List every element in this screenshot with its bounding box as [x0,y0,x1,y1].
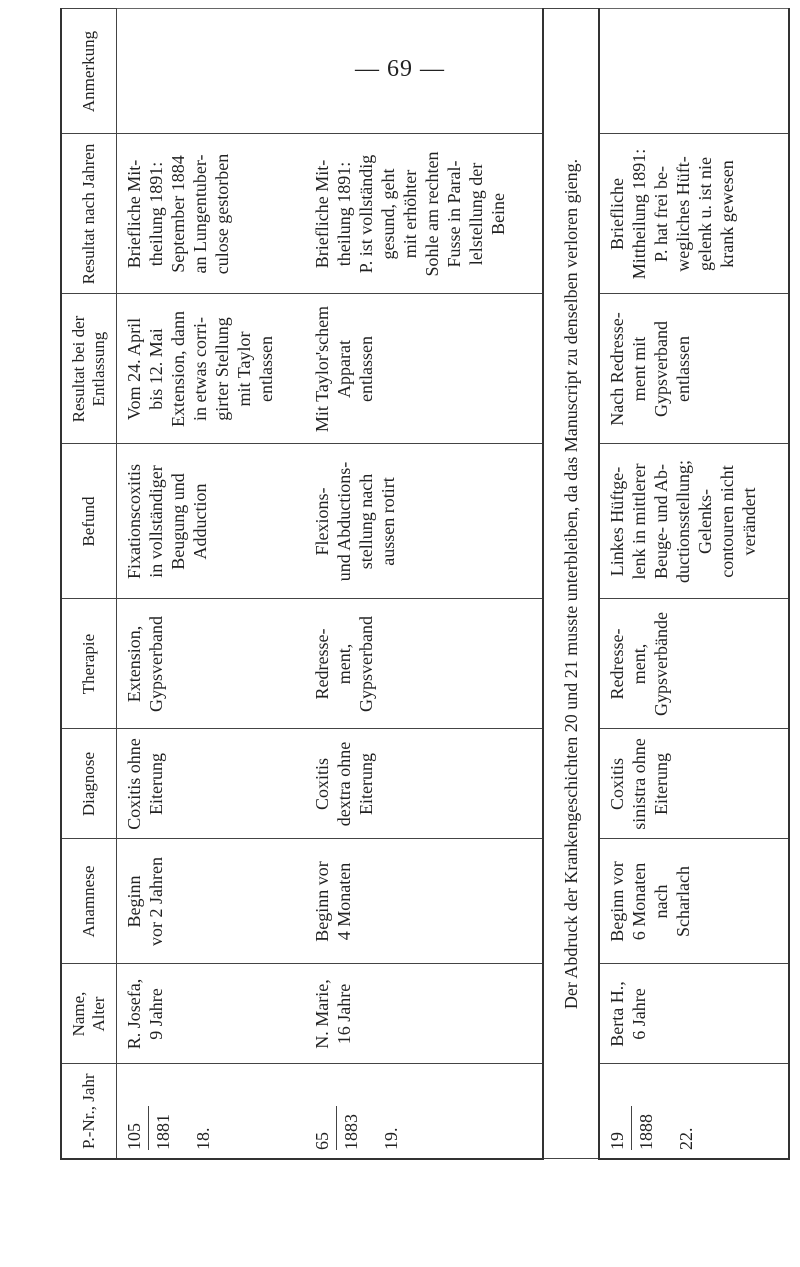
resultat-line: lelstellung der [465,162,486,266]
resultat-line: culose gestorben [212,153,232,275]
table-row [117,9,305,1159]
diagnose-line: Coxitis [311,758,332,811]
entlassung-line: bis 12. Mai [146,328,166,410]
resultat-line: Sohle am rechten [421,151,442,277]
note-row [543,9,599,1159]
name-line: Berta H., [607,981,628,1047]
table-row [305,9,543,1159]
cell-anamnese [305,839,543,964]
anamnese-line: nach [651,884,672,919]
cell-name [599,964,789,1064]
case-number: 18. [193,1127,213,1150]
pnr-year: 1888 [636,1114,657,1150]
entlassung-line: mit Taylor [234,331,254,407]
befund-line: Beuge- und Ab- [651,464,672,579]
entlassung-line: entlassen [256,336,276,402]
divider [336,1106,337,1150]
therapie-line: Redresse- [607,628,628,700]
resultat-line: Fusse in Paral- [443,160,464,268]
entlassung-line: Gypsverband [651,321,672,417]
cell-anmerkung [599,9,789,134]
cell-name [305,964,543,1064]
resultat-line: Beine [487,193,508,235]
header-diagnose: Diagnose [61,729,117,839]
cell-entlassung [305,294,543,444]
entlassung-line: in etwas corri- [190,317,210,421]
therapie-line: Gypsverbände [651,612,672,716]
cell-anmerkung [117,9,305,134]
pnr-year: 1883 [340,1114,361,1150]
diagnose-line: sinistra ohne [629,738,650,830]
cell-resultat [117,134,305,294]
cell-befund [599,444,789,599]
entlassung-line: girter Stellung [212,317,232,421]
entlassung-line: Extension, dann [168,311,188,427]
header-befund: Befund [61,444,117,599]
cell-anmerkung [305,9,543,134]
befund-line: in vollständiger [146,465,166,578]
header-anmerkung: Anmerkung [61,9,117,134]
page-number: — 69 — [355,56,445,82]
table-row [599,9,789,1159]
lost-manuscript-note: Der Abdruck der Krankengeschichten 20 und 21 musste unterbleiben, da das Manuscript zu denselben verloren gieng. [543,9,599,1159]
therapie-line: Gypsverband [146,616,166,712]
resultat-line: wegliches Hüft- [673,156,694,272]
anamnese-line: Beginn [124,875,144,928]
anamnese-line: 6 Monaten [629,862,650,941]
diagnose-line: Eiterung [146,753,166,815]
name-line: R. Josefa, [124,978,144,1050]
anamnese-line: Scharlach [673,866,694,937]
diagnose-line: dextra ohne [333,741,354,827]
diagnose-line: Eiterung [355,753,376,815]
cell-anamnese [117,839,305,964]
age-line: 16 Jahre [333,983,354,1045]
pnr-year: 1881 [153,1114,173,1150]
diagnose-line: Eiterung [651,753,672,815]
resultat-line: gelenk u. ist nie [695,157,716,271]
befund-line: stellung nach [355,473,376,570]
befund-line: aussen rotirt [377,477,398,566]
name-line: N. Marie, [311,979,332,1049]
entlassung-line: entlassen [355,336,376,402]
anamnese-line: Beginn vor [607,861,628,942]
header-row [61,9,117,1159]
entlassung-line: Vom 24. April [124,317,144,421]
befund-line: lenk in mittlerer [629,463,650,580]
befund-line: Fixationscoxitis [124,464,144,580]
therapie-line: Gypsverband [355,616,376,712]
befund-line: ductionsstellung; [673,460,694,583]
cell-anamnese [599,839,789,964]
resultat-line: theilung 1891: [333,161,354,267]
befund-line: Linkes Hüftge- [607,466,628,577]
resultat-line: krank gewesen [717,160,738,268]
cell-diagnose [117,729,305,839]
befund-line: Beugung und [168,473,188,570]
befund-line: contouren nicht [717,465,738,578]
cell-resultat [305,134,543,294]
anamnese-line: vor 2 Jahren [146,857,166,946]
case-number: 22. [676,1127,697,1150]
resultat-line: Briefliche Mit- [311,159,332,269]
resultat-line: theilung 1891: [146,161,166,267]
resultat-line: mit erhöhter [399,169,420,259]
cell-pnr [599,1064,789,1159]
pnr-number: 19 [607,1132,628,1150]
entlassung-line: Nach Redresse- [607,312,628,426]
cell-name [117,964,305,1064]
diagnose-line: Coxitis [607,758,628,811]
therapie-line: Redresse- [311,628,332,700]
entlassung-line: Apparat [333,340,354,398]
befund-line: und Abductions- [333,461,354,582]
resultat-line: Mittheilung 1891: [629,148,650,280]
cell-pnr [305,1064,543,1159]
case-number: 19. [380,1127,401,1150]
header-pnr: P.-Nr., Jahr [61,1064,117,1159]
cell-therapie [305,599,543,729]
cell-pnr [117,1064,305,1159]
therapie-line: Extension, [124,625,144,703]
resultat-line: Briefliche [607,178,628,250]
befund-line: verändert [739,487,760,556]
therapie-line: ment, [629,643,650,685]
befund-line: Flexions- [311,487,332,556]
header-entlassung: Resultat bei der Entlassung [61,294,117,444]
resultat-line: P. hat frei be- [651,166,672,262]
entlassung-line: ment mit [629,336,650,402]
resultat-line: an Lungentuber- [190,154,210,274]
age-line: 9 Jahre [146,988,166,1040]
case-table [60,9,790,1161]
resultat-line: gesund, geht [377,168,398,260]
rotated-case-table-container [60,10,790,1160]
entlassung-line: entlassen [673,336,694,402]
divider [148,1106,149,1150]
cell-therapie [599,599,789,729]
cell-therapie [117,599,305,729]
header-therapie: Therapie [61,599,117,729]
therapie-line: ment, [333,643,354,685]
cell-diagnose [305,729,543,839]
cell-diagnose [599,729,789,839]
divider [631,1106,632,1150]
pnr-number: 105 [124,1123,144,1150]
cell-befund [305,444,543,599]
resultat-line: September 1884 [168,155,188,273]
cell-entlassung [117,294,305,444]
resultat-line: Briefliche Mit- [124,159,144,269]
cell-befund [117,444,305,599]
resultat-line: P. ist vollständig [355,154,376,274]
entlassung-line: Mit Taylor'schem [311,305,332,433]
header-name: Name, Alter [61,964,117,1064]
age-line: 6 Jahre [629,988,650,1040]
diagnose-line: Coxitis ohne [124,738,144,830]
anamnese-line: 4 Monaten [333,862,354,941]
befund-line: Gelenks- [695,489,716,554]
anamnese-line: Beginn vor [311,861,332,942]
header-resultat: Resultat nach Jahren [61,134,117,294]
cell-entlassung [599,294,789,444]
pnr-number: 65 [311,1132,332,1150]
befund-line: Adduction [190,483,210,560]
cell-resultat [599,134,789,294]
header-anamnese: Anamnese [61,839,117,964]
